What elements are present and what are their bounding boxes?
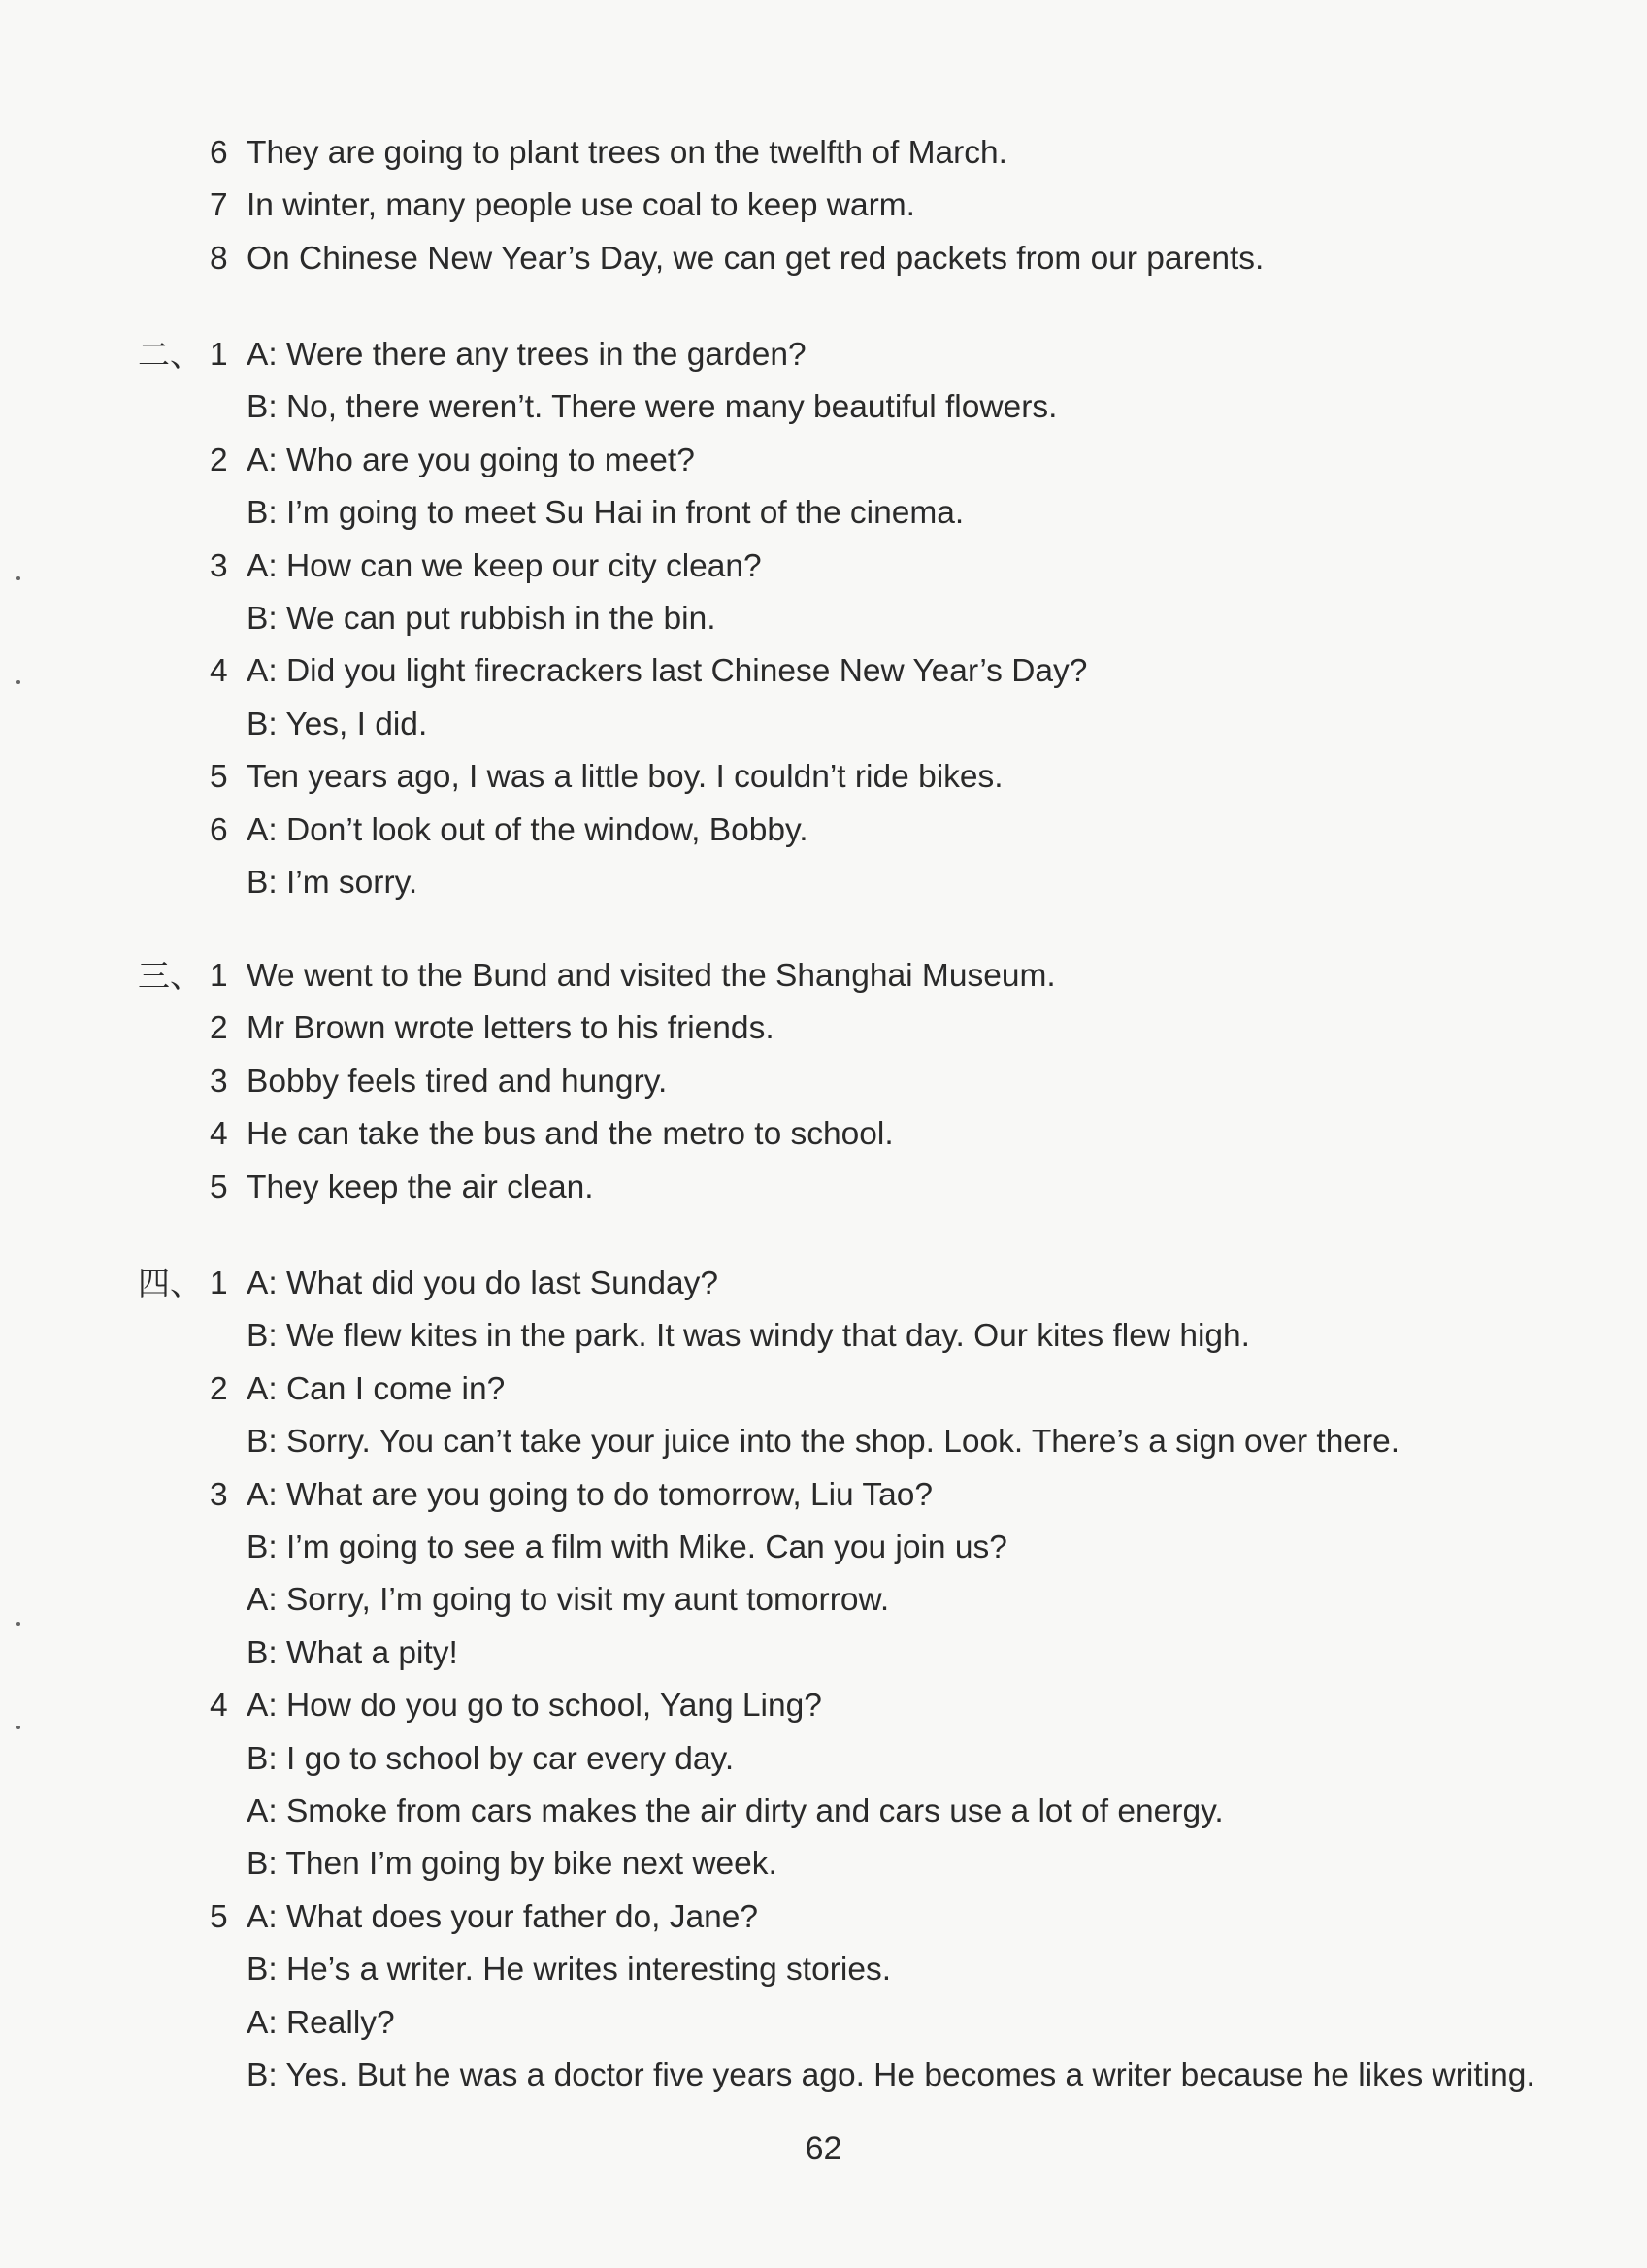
item-number: 2 [210,1370,228,1407]
item-number: 6 [210,135,228,171]
answer-line: B: What a pity! [247,1634,458,1671]
answer-line: A: What does your father do, Jane? [247,1898,759,1935]
scan-speck [16,1726,20,1729]
scan-speck [16,1622,20,1626]
answer-line: B: He’s a writer. He writes interesting stories. [247,1952,892,1989]
answer-line: B: We can put rubbish in the bin. [247,601,716,637]
item-number: 4 [210,1116,228,1153]
answer-line: Bobby feels tired and hungry. [247,1063,668,1100]
answer-line: A: Don’t look out of the window, Bobby. [247,811,808,848]
answer-line: B: Sorry. You can’t take your juice into the shop. Look. There’s a sign over there. [247,1424,1400,1461]
item-number: 3 [210,547,228,584]
answer-line: We went to the Bund and visited the Shanghai Museum. [247,958,1056,994]
answer-line: A: Really? [247,2004,395,2041]
answer-line: B: No, there weren’t. There were many beautiful flowers. [247,389,1058,426]
answer-line: A: How do you go to school, Yang Ling? [247,1688,822,1725]
item-number: 2 [210,1010,228,1047]
answer-line: A: Who are you going to meet? [247,442,695,478]
answer-line: A: How can we keep our city clean? [247,547,762,584]
answer-line: B: Yes. But he was a doctor five years ago. He becomes a writer because he likes writing. [247,2057,1535,2093]
item-number: 1 [210,1265,228,1301]
item-number: 5 [210,1898,228,1935]
section-marker: 四、 [138,1265,202,1302]
answer-line: A: What are you going to do tomorrow, Liu Tao? [247,1476,934,1513]
answer-line: Ten years ago, I was a little boy. I couldn’t ride bikes. [247,759,1004,796]
item-number: 5 [210,759,228,796]
page-number: 62 [805,2130,842,2167]
answer-line: B: Yes, I did. [247,706,428,742]
item-number: 5 [210,1168,228,1205]
item-number: 7 [210,187,228,224]
item-number: 4 [210,653,228,690]
answer-line: In winter, many people use coal to keep warm. [247,187,915,224]
answer-line: A: Can I come in? [247,1370,506,1407]
item-number: 2 [210,442,228,478]
item-number: 1 [210,337,228,373]
scan-speck [16,576,20,580]
item-number: 3 [210,1476,228,1513]
answer-line: B: Then I’m going by bike next week. [247,1846,777,1883]
answer-line: B: I’m going to meet Su Hai in front of the cinema. [247,495,965,532]
item-number: 3 [210,1063,228,1100]
item-number: 4 [210,1688,228,1725]
answer-line: They are going to plant trees on the twelfth of March. [247,135,1007,171]
item-number: 8 [210,240,228,277]
item-number: 1 [210,958,228,994]
answer-line: They keep the air clean. [247,1168,594,1205]
answer-line: A: Did you light firecrackers last Chinese New Year’s Day? [247,653,1088,690]
section-marker: 三、 [138,957,202,995]
answer-line: B: We flew kites in the park. It was windy that day. Our kites flew high. [247,1318,1250,1355]
answer-line: B: I go to school by car every day. [247,1740,735,1777]
answer-line: B: I’m sorry. [247,865,418,901]
answer-line: A: What did you do last Sunday? [247,1265,719,1301]
answer-line: A: Smoke from cars makes the air dirty and cars use a lot of energy. [247,1793,1224,1829]
answer-line: B: I’m going to see a film with Mike. Can you join us? [247,1529,1007,1565]
answer-line: A: Sorry, I’m going to visit my aunt tomorrow. [247,1582,890,1619]
item-number: 6 [210,811,228,848]
answer-line: On Chinese New Year’s Day, we can get red packets from our parents. [247,240,1265,277]
scan-speck [16,680,20,684]
answer-line: A: Were there any trees in the garden? [247,337,807,373]
answer-line: He can take the bus and the metro to school. [247,1116,894,1153]
section-marker: 二、 [138,336,202,374]
answer-line: Mr Brown wrote letters to his friends. [247,1010,774,1047]
